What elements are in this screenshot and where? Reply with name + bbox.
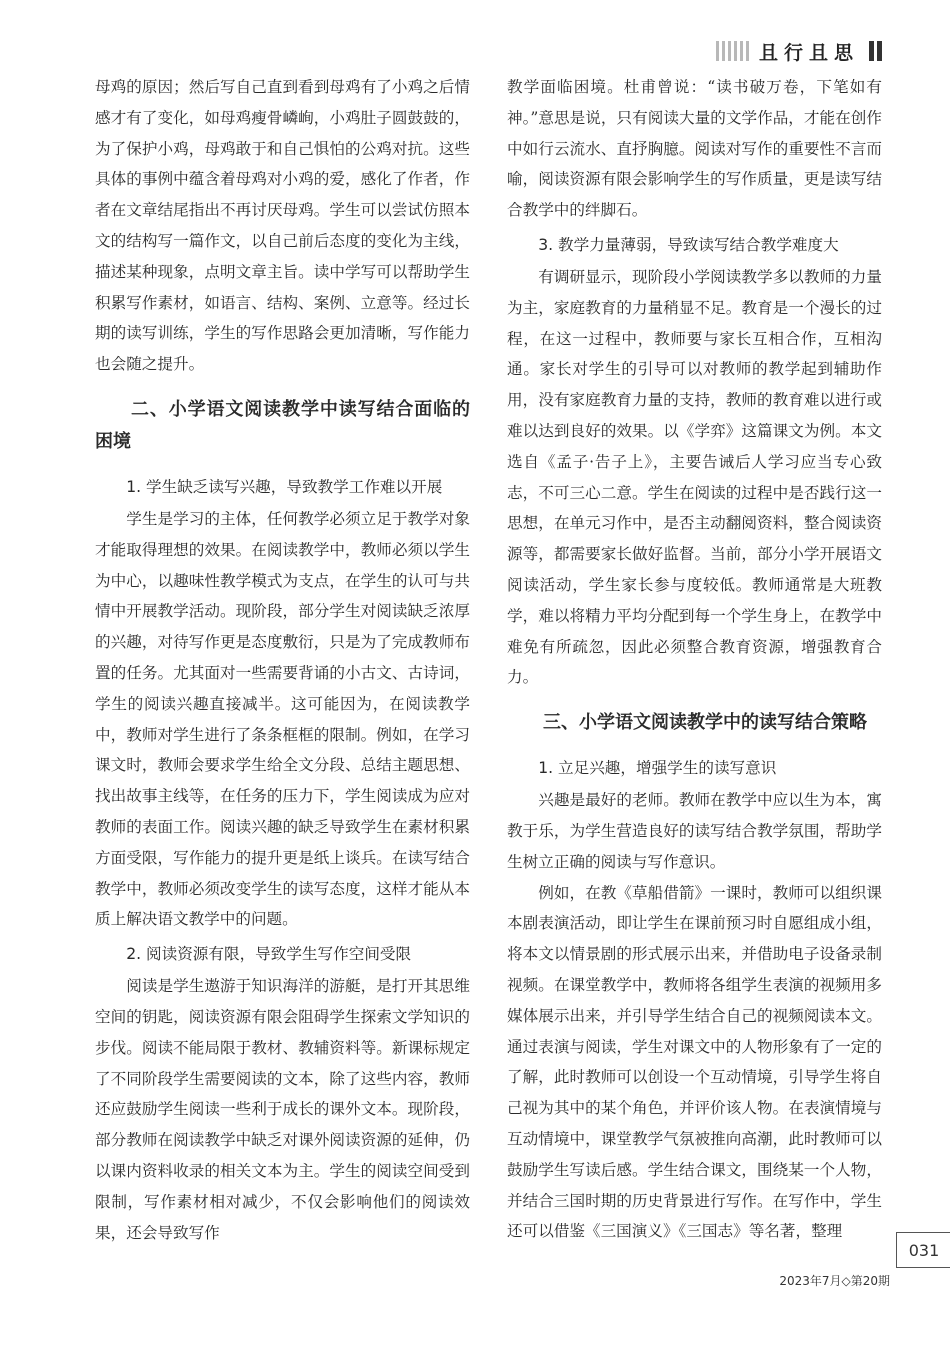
header-decor-bars-left (716, 41, 749, 61)
section-label: 且行且思 (758, 41, 859, 64)
section-heading-3: 三、小学语文阅读教学中的读写结合策略 (543, 712, 867, 734)
issue-label: 2023年7月◇第20期 (779, 1274, 890, 1288)
subheading-3-1: 1. 立足兴趣，增强学生的读写意识 (538, 759, 777, 778)
section-heading-2: 二、小学语文阅读教学中读写结合面临的困境 (95, 398, 470, 452)
paragraph: 兴趣是最好的老师。教师在教学中应以生为本，寓教于乐，为学生营造良好的读写结合教学氛围，帮助学生树立正确的阅读与写作意识。 (507, 791, 882, 871)
paragraph: 母鸡的原因；然后写自己直到看到母鸡有了小鸡之后情感才有了变化，如母鸡瘦骨嶙峋，小鸡肚子圆鼓鼓的，为了保护小鸡，母鸡敢于和自己惧怕的公鸡对抗。这些具体的事例中蕴含着母鸡对小鸡的爱，感化了作者，作者在文章结尾指出不再讨厌母鸡。学生可以尝试仿照本文的结构写一篇作文，以自己前后态度的变化为主线，描述某种现象，点明文章主旨。读中学写可以帮助学生积累写作素材，如语言、结构、案例、立意等。经过长期的读写训练，学生的写作思路会更加清晰，写作能力也会随之提升。 (95, 78, 470, 374)
page-number: 031 (896, 1232, 950, 1268)
subheading-2-2: 2. 阅读资源有限，导致学生写作空间受限 (126, 945, 412, 964)
paragraph: 有调研显示，现阶段小学阅读教学多以教师的力量为主，家庭教育的力量稍显不足。教育是一个漫长的过程，在这一过程中，教师要与家长互相合作，互相沟通。家长对学生的引导可以对教师的教学起到辅助作用，没有家庭教育力量的支持，教师的教育难以进行或难以达到良好的效果。以《学弈》这篇课文为例。本文选自《孟子·告子上》，主要告诫后人学习应当专心致志，不可三心二意。学生在阅读的过程中是否践行这一思想，在单元习作中，是否主动翻阅资料，整合阅读资源等，都需要家长做好监督。当前，部分小学开展语文阅读活动，学生家长参与度较低。教师通常是大班教学，难以将精力平均分配到每一个学生身上，在教学中难免有所疏忽，因此必须整合教育资源，增强教育合力。 (507, 267, 882, 687)
paragraph: 例如，在教《草船借箭》一课时，教师可以组织课本剧表演活动，即让学生在课前预习时自愿组成小组，将本文以情景剧的形式展示出来，并借助电子设备录制视频。在课堂教学中，教师将各组学生表演的视频用多媒体展示出来，并引导学生结合自己的视频阅读本文。通过表演与阅读，学生对课文中的人物形象有了一定的了解，此时教师可以创设一个互动情境，引导学生将自己视为其中的某个角色，并评价该人物。在表演情境与互动情境中，课堂教学气氛被推向高潮，此时教师可以鼓励学生写读后感。学生结合课文，围绕某一个人物，并结合三国时期的历史背景进行写作。在写作中，学生还可以借鉴《三国演义》《三国志》等名著，整理 (507, 883, 882, 1241)
left-column (95, 72, 470, 1248)
subheading-2-1: 1. 学生缺乏读写兴趣，导致教学工作难以开展 (126, 477, 443, 496)
running-header (716, 36, 882, 66)
right-column (507, 72, 882, 1247)
paragraph: 教学面临困境。杜甫曾说：“读书破万卷，下笔如有神。”意思是说，只有阅读大量的文学作品，才能在创作中如行云流水、直抒胸臆。阅读对写作的重要性不言而喻，阅读资源有限会影响学生的写作质量，更是读写结合教学中的绊脚石。 (507, 78, 882, 220)
header-decor-bars-right (869, 41, 882, 61)
paragraph: 学生是学习的主体，任何教学必须立足于教学对象才能取得理想的效果。在阅读教学中，教师必须以学生为中心，以趣味性教学模式为支点，在学生的认可与共情中开展教学活动。现阶段，部分学生对阅读缺乏浓厚的兴趣，对待写作更是态度敷衍，只是为了完成教师布置的任务。尤其面对一些需要背诵的小古文、古诗词，学生的阅读兴趣直接减半。这可能因为，在阅读教学中，教师对学生进行了条条框框的限制。例如，在学习课文时，教师会要求学生给全文分段、总结主题思想、找出故事主线等，在任务的压力下，学生阅读成为应对教师的表面工作。阅读兴趣的缺乏导致学生在素材积累方面受限，写作能力的提升更是纸上谈兵。在读写结合教学中，教师必须改变学生的读写态度，这样才能从本质上解决语文教学中的问题。 (95, 509, 470, 929)
paragraph: 阅读是学生遨游于知识海洋的游艇，是打开其思维空间的钥匙，阅读资源有限会阻碍学生探索文学知识的步伐。阅读不能局限于教材、教辅资料等。新课标规定了不同阶段学生需要阅读的文本，除了这些内容，教师还应鼓励学生阅读一些利于成长的课外文本。现阶段，部分教师在阅读教学中缺乏对课外阅读资源的延伸，仍以课内资料收录的相关文本为主。学生的阅读空间受到限制，写作素材相对减少，不仅会影响他们的阅读效果，还会导致写作 (95, 977, 470, 1242)
subheading-2-3: 3. 教学力量薄弱，导致读写结合教学难度大 (538, 235, 839, 254)
